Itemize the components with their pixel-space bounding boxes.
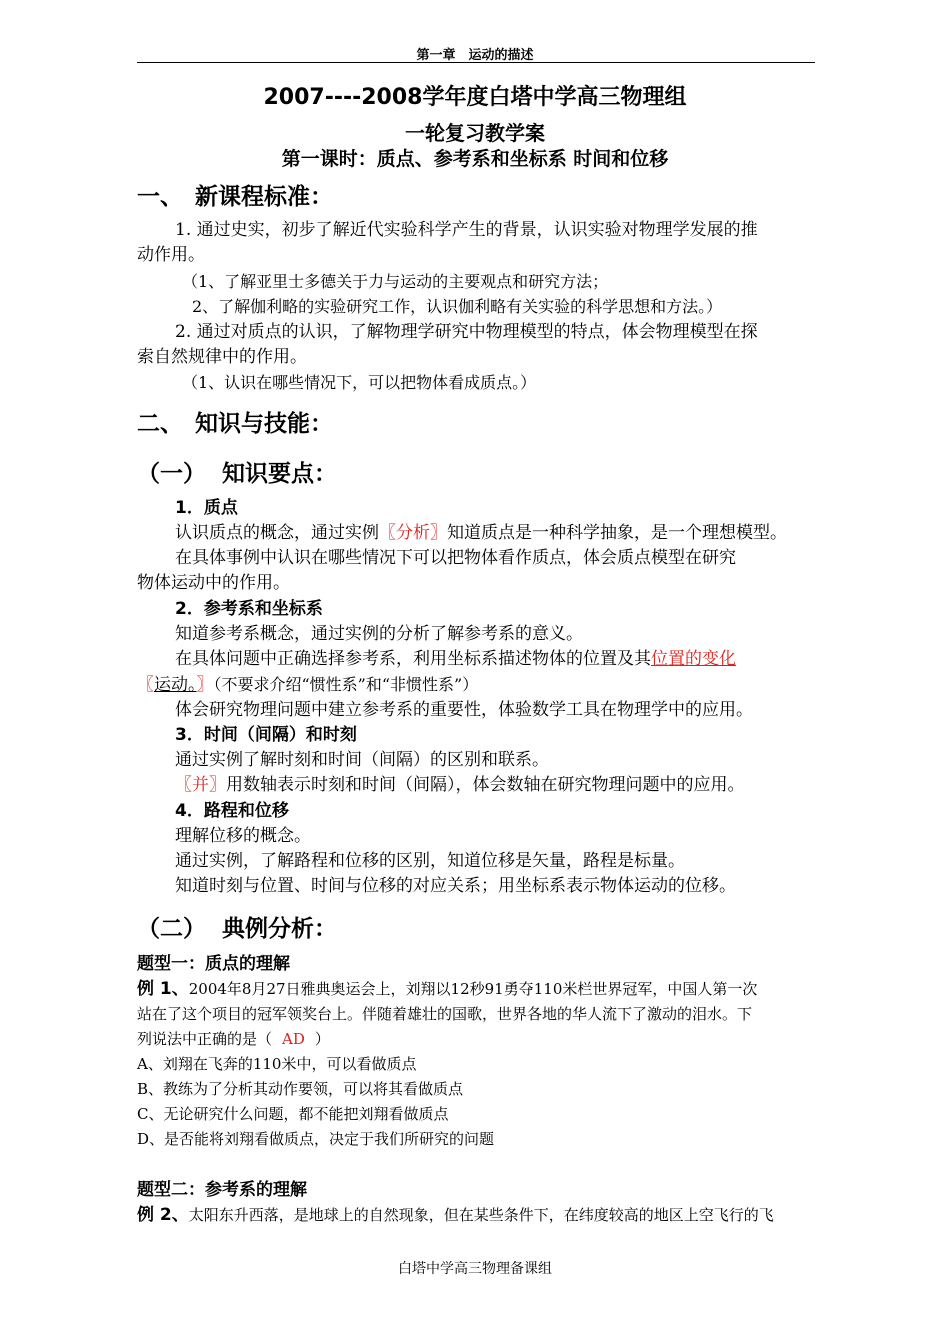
subsection-heading-examples	[137, 910, 337, 943]
paragraph: 通过实例了解时刻和时间（间隔）的区别和联系。	[175, 750, 549, 770]
knowledge-point-title: 1．质点	[175, 498, 238, 518]
section-number: 二、	[137, 411, 183, 437]
paragraph: 〖并〗用数轴表示时刻和时间（间隔），体会数轴在研究物理问题中的应用。	[175, 775, 745, 795]
paragraph: 索自然规律中的作用。	[137, 347, 307, 367]
doc-title: 2007----2008学年度白塔中学高三物理组	[263, 85, 687, 110]
example-text: 列说法中正确的是（ AD ）	[137, 1030, 330, 1048]
header-rule	[137, 62, 815, 63]
option-b: B、教练为了分析其动作要领，可以将其看做质点	[137, 1080, 464, 1098]
option-a: A、刘翔在飞奔的110米中，可以看做质点	[137, 1055, 417, 1073]
paragraph: 知道时刻与位置、时间与位移的对应关系；用坐标系表示物体运动的位移。	[175, 876, 736, 896]
section-heading-knowledge	[137, 405, 333, 438]
subsection-number: （二）	[137, 916, 206, 942]
page-footer: 白塔中学高三物理备课组	[398, 1261, 552, 1277]
knowledge-point-title: 3．时间（间隔）和时刻	[175, 725, 357, 745]
knowledge-point-title: 2．参考系和坐标系	[175, 599, 323, 619]
paragraph: 在具体问题中正确选择参考系，利用坐标系描述物体的位置及其位置的变化	[175, 649, 736, 669]
section-heading-standards	[137, 178, 333, 211]
question-type-title: 题型二：参考系的理解	[137, 1180, 307, 1200]
red-annotation: 〖并〗	[175, 775, 226, 795]
paragraph: 知道参考系概念，通过实例的分析了解参考系的意义。	[175, 624, 583, 644]
question-type-title: 题型一：质点的理解	[137, 954, 290, 974]
paragraph: 通过实例，了解路程和位移的区别，知道位移是矢量，路程是标量。	[175, 851, 685, 871]
section-number: 一、	[137, 184, 183, 210]
option-d: D、是否能将刘翔看做质点，决定于我们所研究的问题	[137, 1130, 495, 1148]
example-label: 例 2、	[137, 1205, 189, 1225]
paragraph: 认识质点的概念，通过实例〖分析〗知道质点是一种科学抽象，是一个理想模型。	[175, 523, 787, 543]
paragraph: 2. 通过对质点的认识，了解物理学研究中物理模型的特点，体会物理模型在探	[175, 322, 758, 342]
running-header: 第一章 运动的描述	[416, 48, 534, 63]
subsection-heading-points	[137, 455, 337, 488]
answer: AD	[282, 1030, 305, 1048]
paragraph: 〖运动。〗（不要求介绍“惯性系”和“非惯性系”）	[137, 675, 479, 695]
paragraph: 物体运动中的作用。	[137, 573, 290, 593]
paragraph: 2、了解伽利略的实验研究工作，认识伽利略有关实验的科学思想和方法。）	[192, 297, 723, 316]
lesson-title: 第一课时：质点、参考系和坐标系 时间和位移	[281, 148, 669, 170]
subsection-number: （一）	[137, 461, 206, 487]
paragraph: （1、了解亚里士多德关于力与运动的主要观点和研究方法；	[182, 272, 609, 291]
paragraph: （1、认识在哪些情况下，可以把物体看成质点。）	[182, 373, 537, 392]
knowledge-point-title: 4．路程和位移	[175, 801, 289, 821]
example-text: 例 1、2004年8月27日雅典奥运会上，刘翔以12秒91勇夺110米栏世界冠军，中国人第一次	[137, 979, 758, 999]
paragraph: 体会研究物理问题中建立参考系的重要性，体验数学工具在物理学中的应用。	[175, 700, 753, 720]
example-text: 例 2、太阳东升西落，是地球上的自然现象，但在某些条件下，在纬度较高的地区上空飞行的飞	[137, 1205, 774, 1225]
red-annotation: 〖分析〗	[379, 523, 447, 543]
red-annotation: 〖	[137, 675, 154, 695]
example-text: 站在了这个项目的冠军领奖台上。伴随着雄壮的国歌，世界各地的华人流下了激动的泪水。下	[137, 1005, 753, 1023]
section-title: 知识与技能：	[195, 411, 333, 437]
paragraph: 1. 通过史实，初步了解近代实验科学产生的背景，认识实验对物理学发展的推	[175, 220, 758, 240]
doc-subtitle: 一轮复习教学案	[405, 121, 545, 145]
paragraph: 在具体事例中认识在哪些情况下可以把物体看作质点，体会质点模型在研究	[175, 548, 736, 568]
paragraph: 动作用。	[137, 245, 205, 265]
option-c: C、无论研究什么问题，都不能把刘翔看做质点	[137, 1105, 449, 1123]
paragraph: 理解位移的概念。	[175, 826, 311, 846]
section-title: 新课程标准：	[195, 184, 333, 210]
subsection-title: 典例分析：	[222, 916, 337, 942]
red-annotation: 位置的变化	[651, 649, 736, 669]
example-label: 例 1、	[137, 979, 189, 999]
red-annotation: 〗	[196, 675, 214, 695]
subsection-title: 知识要点：	[222, 461, 337, 487]
